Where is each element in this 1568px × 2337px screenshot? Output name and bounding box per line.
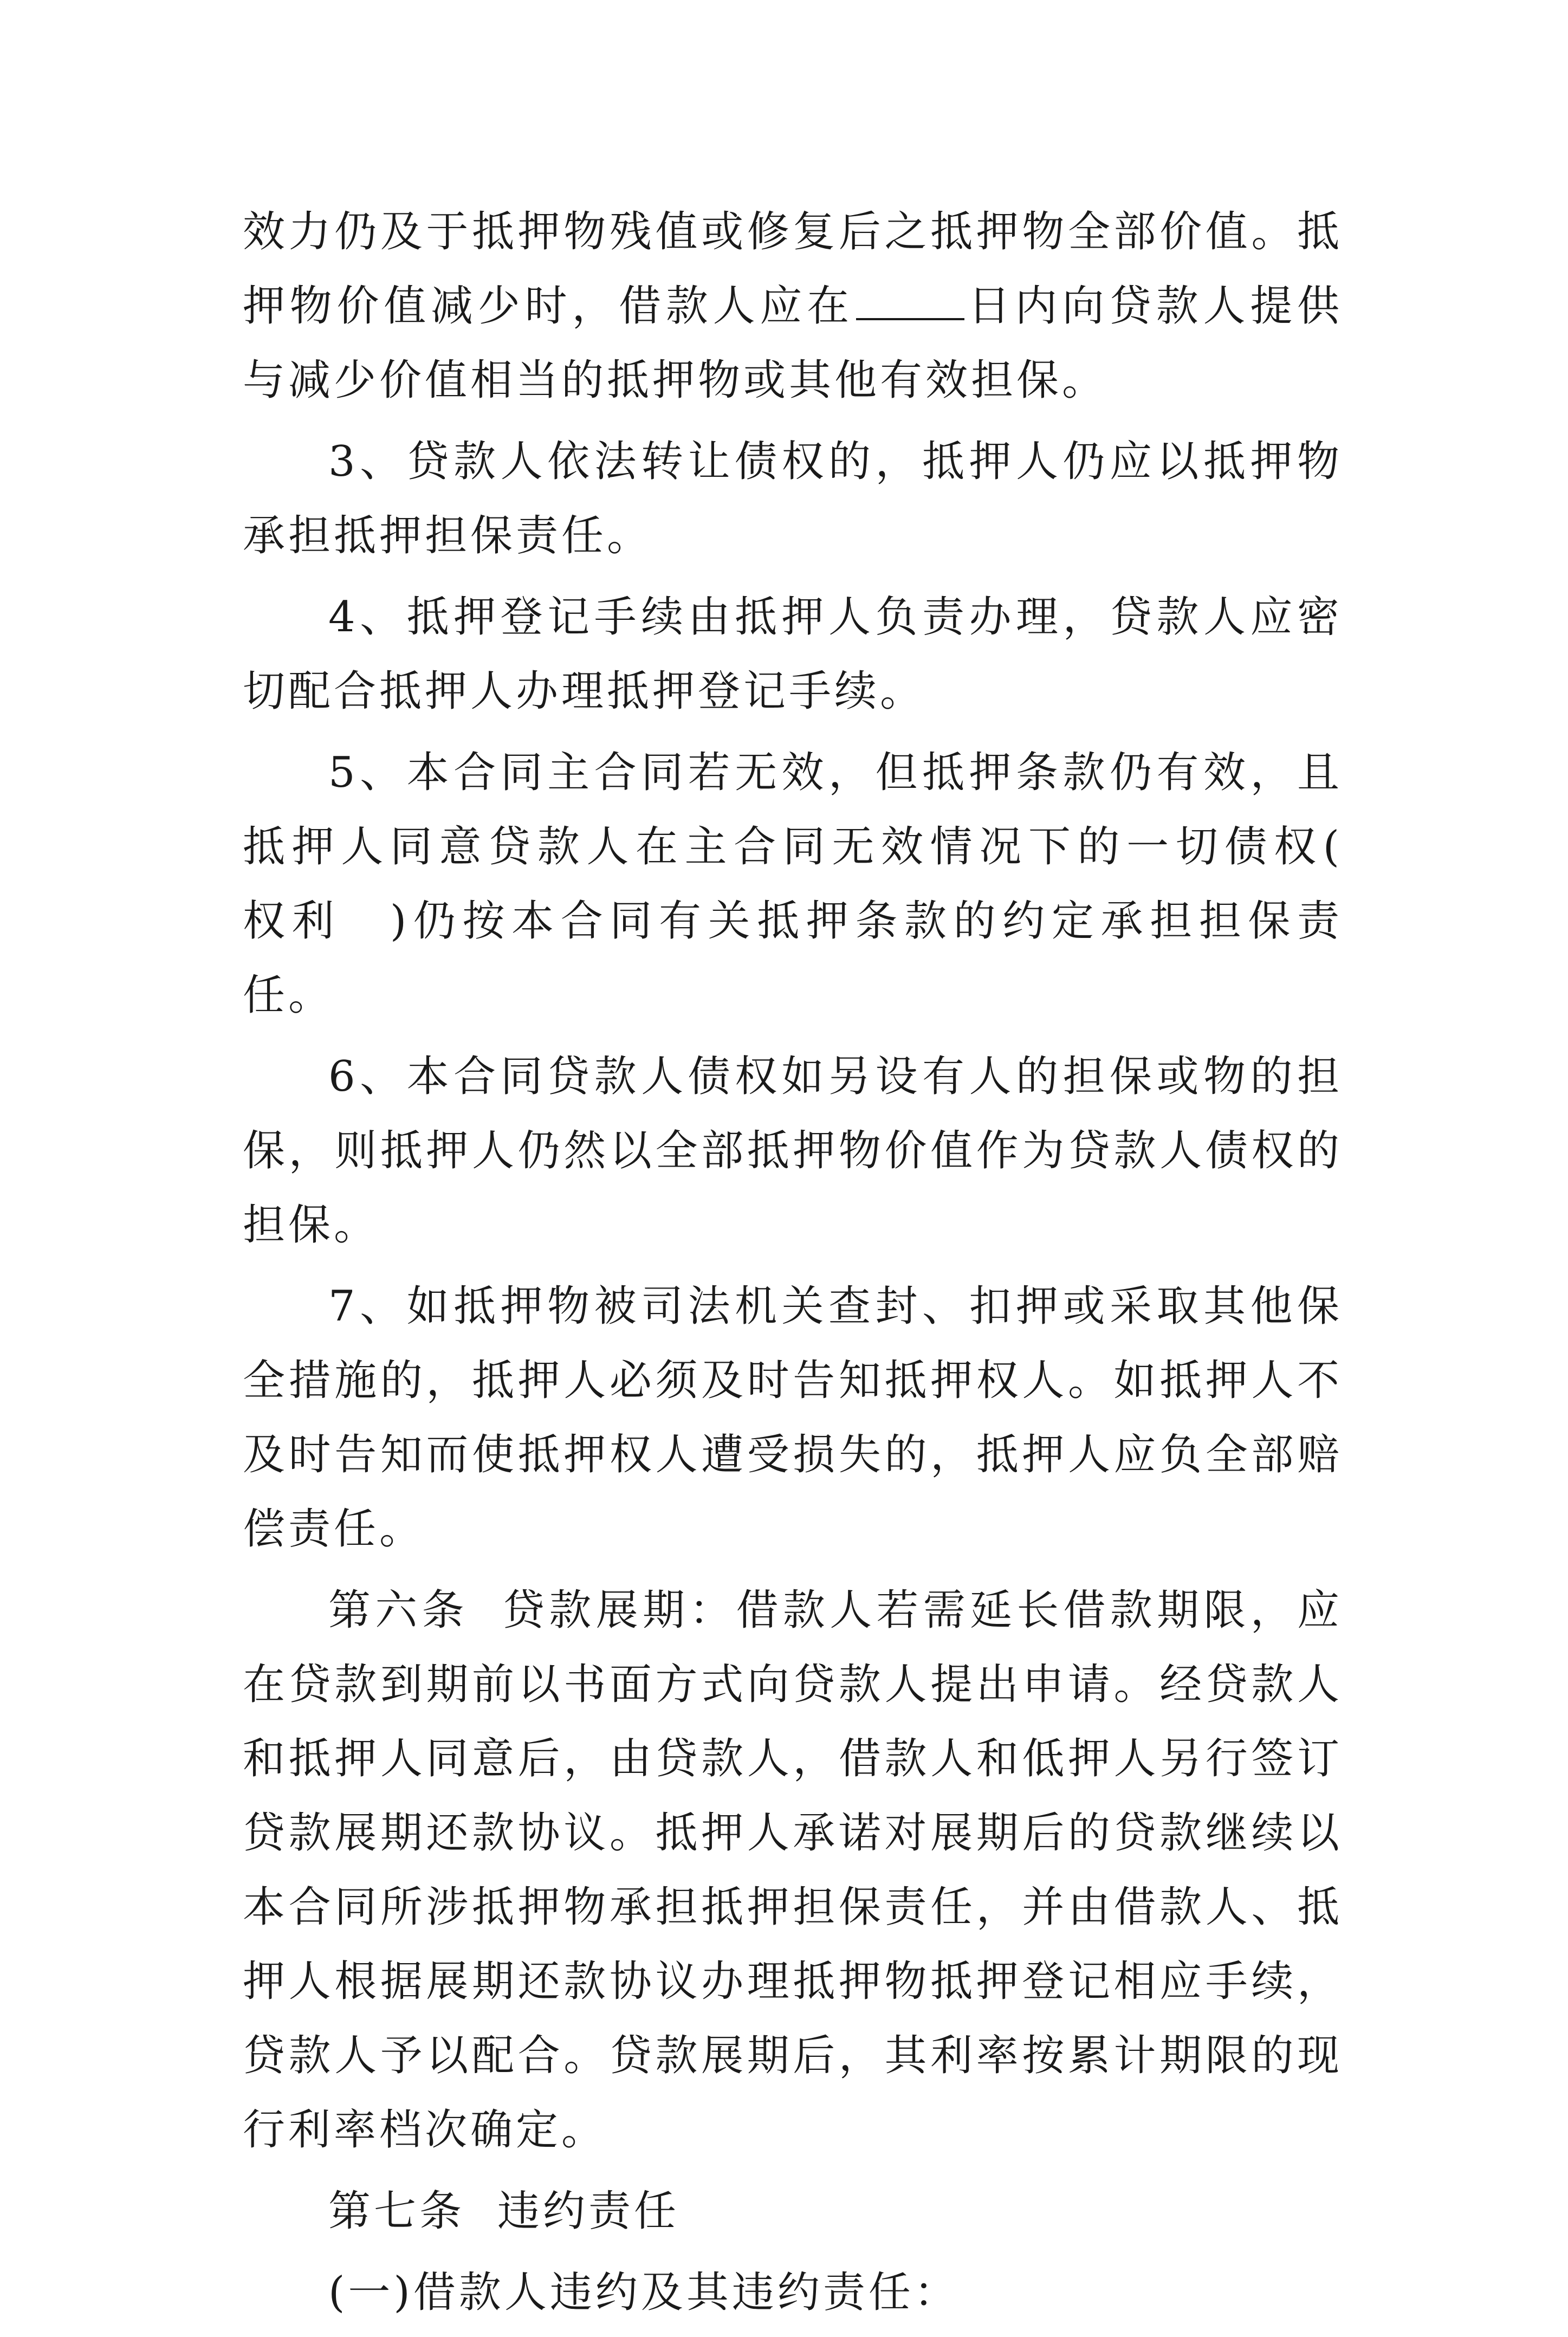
fill-in-blank-days bbox=[856, 280, 964, 320]
article-6-loan-extension bbox=[243, 1574, 1343, 2167]
paragraph-text-after-blank: 日内向贷款人提供与减少价值相当的抵押物或其他有效担保。 bbox=[243, 282, 1343, 405]
paragraph-mortgage-value bbox=[243, 195, 1343, 418]
article-7-heading: 第七条 bbox=[328, 2187, 465, 2236]
clause-5: 5、本合同主合同若无效，但抵押条款仍有效，且抵押人同意贷款人在主合同无效情况下的一切债权( 权利 )仍按本合同有关抵押条款的约定承担担保责任。 bbox=[243, 748, 1389, 1020]
clause-4: 4、抵押登记手续由抵押人负责办理，贷款人应密切配合抵押人办理抵押登记手续。 bbox=[243, 593, 1343, 716]
article-7-text: 违约责任 bbox=[497, 2187, 680, 2236]
article-7-breach-liability bbox=[243, 2174, 1343, 2249]
article-6-text: 贷款展期：借款人若需延长借款期限，应在贷款到期前以书面方式向贷款人提出申请。经贷款人和抵押人同意后，由贷款人，借款人和低押人另行签订贷款展期还款协议。抵押人承诺对展期后的贷款继续以本合同所涉抵押物承担抵押担保责任，并由借款人、抵押人根据展期还款协议办理抵押物抵押登记相应手续，贷款人予以配合。贷款展期后，其利率按累计期限的现行利率档次确定。 bbox=[243, 1586, 1343, 2154]
document-body bbox=[243, 195, 1389, 2337]
clause-6: 6、本合同贷款人债权如另设有人的担保或物的担保，则抵押人仍然以全部抵押物价值作为贷款人债权的担保。 bbox=[243, 1052, 1343, 1250]
article-6-heading: 第六条 bbox=[328, 1586, 469, 1635]
subsection-borrower-breach: (一)借款人违约及其违约责任： bbox=[328, 2268, 960, 2317]
clause-3: 3、贷款人依法转让债权的，抵押人仍应以抵押物承担抵押担保责任。 bbox=[243, 437, 1343, 560]
paragraph-text-before-blank: 效力仍及于抵押物残值或修复后之抵押物全部价值。抵押物价值减少时，借款人应在 bbox=[243, 208, 1343, 331]
clause-7: 7、如抵押物被司法机关查封、扣押或采取其他保全措施的，抵押人必须及时告知抵押权人。如抵押人不及时告知而使抵押权人遭受损失的，抵押人应负全部赔偿责任。 bbox=[243, 1282, 1343, 1553]
